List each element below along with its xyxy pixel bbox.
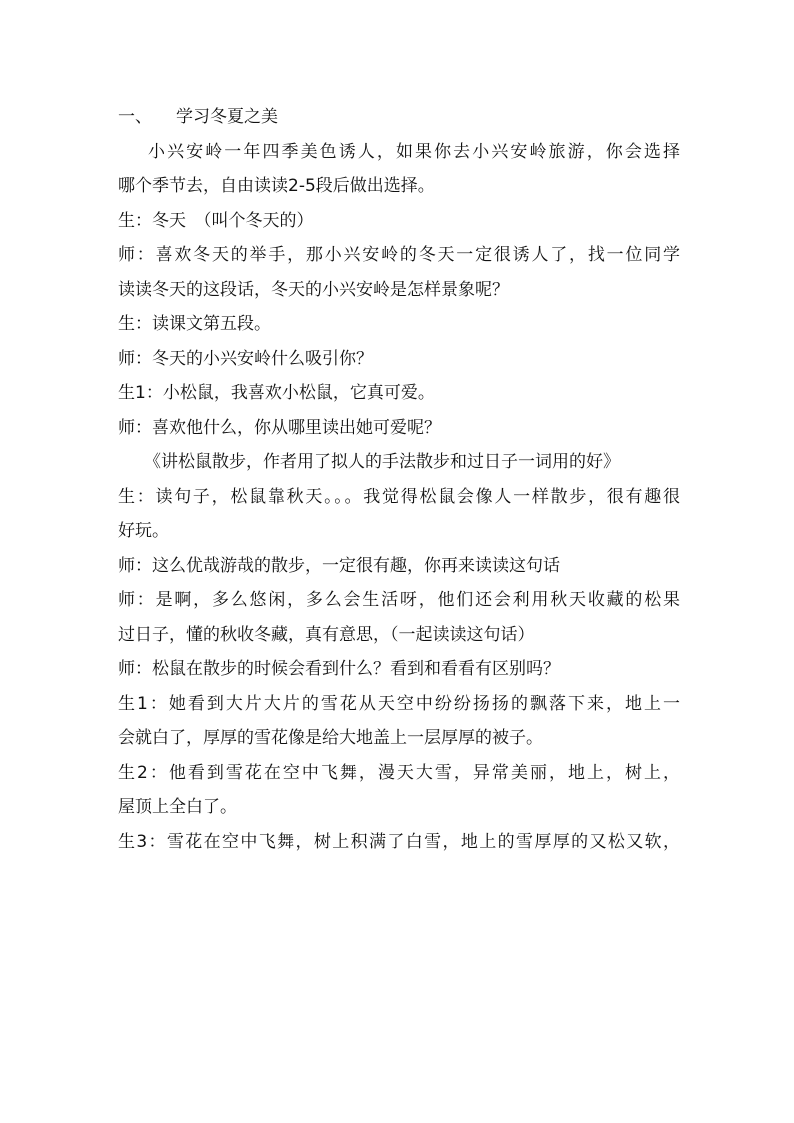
heading-title: 学习冬夏之美: [176, 107, 278, 127]
paragraph-line: 过日子，懂的秋收冬藏，真有意思，（一起读读这句话）: [118, 624, 535, 645]
section-heading: [118, 100, 680, 135]
paragraph-line: 生：读句子，松鼠靠秋天。。。我觉得松鼠会像人一样散步，很有趣很: [118, 486, 680, 507]
paragraph-line: 师：冬天的小兴安岭什么吸引你？: [118, 348, 373, 369]
paragraph-line: 师：喜欢他什么，你从哪里读出她可爱呢？: [118, 417, 441, 438]
document-body: [118, 100, 680, 859]
paragraph-line: 生1：小松鼠，我喜欢小松鼠，它真可爱。: [118, 383, 435, 403]
paragraph-line: 屋顶上全白了。: [118, 797, 237, 817]
paragraph-line: 小兴安岭一年四季美色诱人，如果你去小兴安岭旅游，你会选择: [148, 141, 680, 162]
paragraph-line: 生3：雪花在空中飞舞，树上积满了白雪，地上的雪厚厚的又松又软，: [118, 831, 680, 852]
paragraph-line: 哪个季节去，自由读读2-5段后做出选择。: [118, 176, 435, 196]
paragraph-line: 师：喜欢冬天的举手，那小兴安岭的冬天一定很诱人了，找一位同学: [118, 245, 680, 265]
paragraph-line: 师：是啊，多么悠闲，多么会生活呀，他们还会利用秋天收藏的松果: [118, 590, 680, 610]
paragraph-line: 师：这么优哉游哉的散步，一定很有趣，你再来读读这句话: [118, 555, 560, 576]
paragraph-line: 生2：他看到雪花在空中飞舞，漫天大雪，异常美丽，地上，树上，: [118, 762, 680, 783]
paragraph-line: 生：冬天 （叫个冬天的）: [118, 210, 314, 231]
paragraph-line: 好玩。: [118, 521, 169, 541]
heading-number: 一、: [118, 107, 152, 127]
paragraph-line: 《讲松鼠散步，作者用了拟人的手法散步和过日子一词用的好》: [144, 452, 620, 472]
paragraph-line: 生：读课文第五段。: [118, 314, 271, 334]
paragraph-line: 师：松鼠在散步的时候会看到什么？看到和看看有区别吗？: [118, 659, 560, 679]
paragraph-line: 生1：她看到大片大片的雪花从天空中纷纷扬扬的飘落下来，地上一: [118, 693, 680, 714]
paragraph-line: 会就白了，厚厚的雪花像是给大地盖上一层厚厚的被子。: [118, 728, 543, 748]
paragraph-line: 读读冬天的这段话，冬天的小兴安岭是怎样景象呢？: [118, 279, 509, 300]
